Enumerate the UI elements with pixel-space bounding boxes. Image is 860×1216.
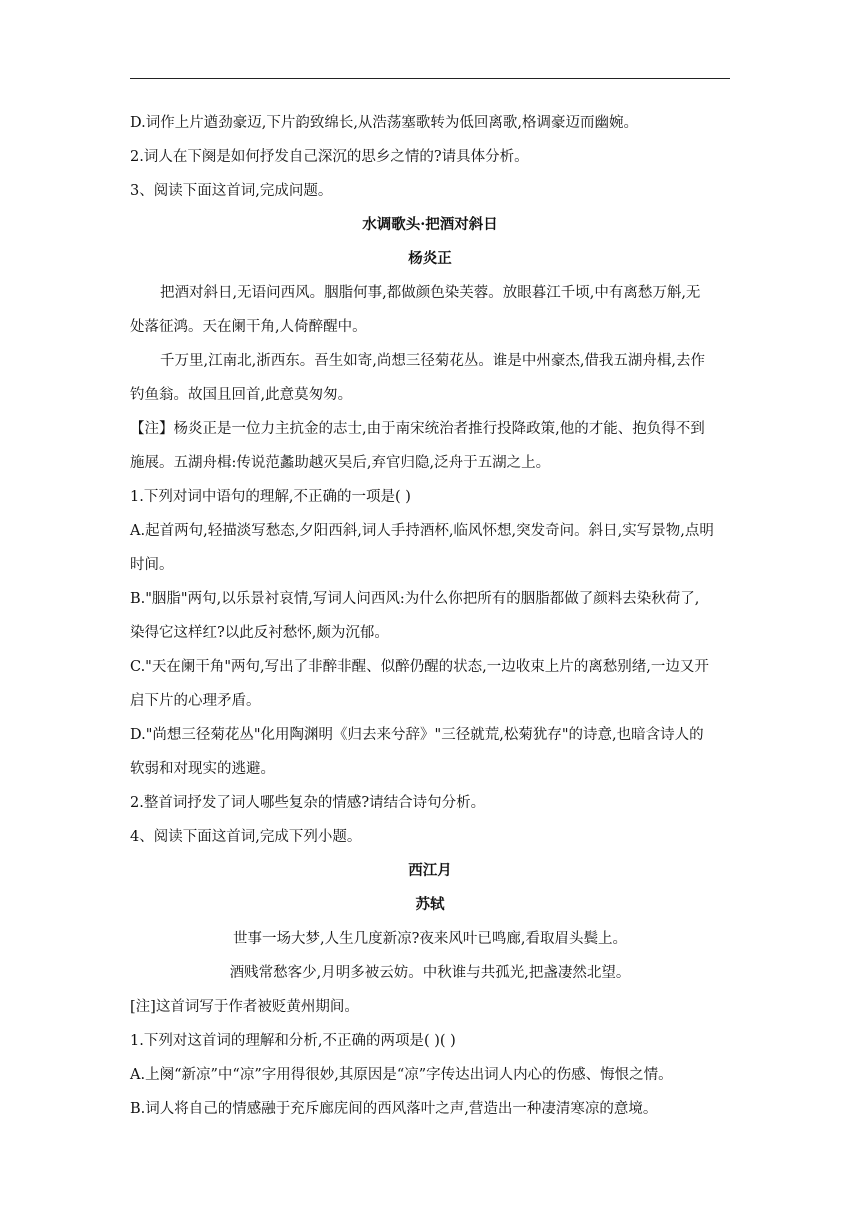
option-b-b: B.词人将自己的情感融于充斥廊庑间的西风落叶之声,营造出一种凄清寒凉的意境。 (130, 1101, 658, 1117)
poem-title-2: 西江月 (408, 862, 452, 879)
option-a: A.起首两句,轻描淡写愁态,夕阳西斜,词人手持酒杯,临风怀想,突发奇问。斜日,实写景物,点明 (130, 523, 714, 539)
option-d-cont: 软弱和对现实的逃避。 (130, 761, 275, 777)
option-a-cont: 时间。 (130, 557, 174, 573)
poem-author: 杨炎正 (408, 250, 452, 267)
poem-text-line: 千万里,江南北,浙西东。吾生如寄,尚想三径菊花丛。谁是中州豪杰,借我五湖舟楫,去作 (160, 353, 706, 369)
header-rule (130, 78, 730, 79)
option-d-prev: D.词作上片遒劲豪迈,下片韵致绵长,从浩荡塞歌转为低回离歌,格调豪迈而幽婉。 (130, 115, 639, 131)
question-1: 1.下列对词中语句的理解,不正确的一项是( ) (130, 489, 411, 505)
poem-note: 施展。五湖舟楫:传说范蠡助越灭吴后,弃官归隐,泛舟于五湖之上。 (130, 455, 551, 471)
question-2: 2.整首词抒发了词人哪些复杂的情感?请结合诗句分析。 (130, 795, 486, 811)
document-body (130, 106, 730, 1126)
question-2-prev: 2.词人在下阕是如何抒发自己深沉的思乡之情的?请具体分析。 (130, 149, 529, 165)
option-c-cont: 启下片的心理矛盾。 (130, 693, 261, 709)
poem-note: 【注】杨炎正是一位力主抗金的志士,由于南宋统治者推行投降政策,他的才能、抱负得不到 (130, 421, 705, 437)
option-b-cont: 染得它这样红?以此反衬愁怀,颇为沉郁。 (130, 625, 389, 641)
poem-title: 水调歌头·把酒对斜日 (362, 216, 498, 233)
section-3-heading: 3、阅读下面这首词,完成问题。 (130, 183, 333, 199)
poem-text-line: 把酒对斜日,无语问西风。胭脂何事,都做颜色染芙蓉。放眼暮江千顷,中有离愁万斛,无 (160, 285, 701, 301)
section-4-heading: 4、阅读下面这首词,完成下列小题。 (130, 829, 362, 845)
option-a-b: A.上阕“新凉”中“凉”字用得很妙,其原因是“凉”字传达出词人内心的伤感、悔恨之情。 (130, 1067, 673, 1083)
option-c: C."天在阑干角"两句,写出了非醉非醒、似醉仍醒的状态,一边收束上片的离愁别绪,一边又开 (130, 659, 709, 675)
poem2-text-line: 世事一场大梦,人生几度新凉?夜来风叶已鸣廊,看取眉头鬓上。 (233, 931, 627, 947)
poem2-text-line: 酒贱常愁客少,月明多被云妨。中秋谁与共孤光,把盏凄然北望。 (229, 965, 631, 981)
poem-text-line: 钓鱼翁。故国且回首,此意莫匆匆。 (130, 387, 353, 403)
poem-text-line: 处落征鸿。天在阑干角,人倚醉醒中。 (130, 319, 367, 335)
poem2-note: [注]这首词写于作者被贬黄州期间。 (130, 999, 359, 1015)
poem-author-2: 苏轼 (415, 896, 445, 913)
question-1-b: 1.下列对这首词的理解和分析,不正确的两项是( )( ) (130, 1033, 456, 1049)
option-b: B."胭脂"两句,以乐景衬哀情,写词人问西风:为什么你把所有的胭脂都做了颜料去染秋荷了, (130, 591, 700, 607)
option-d: D."尚想三径菊花丛"化用陶渊明《归去来兮辞》"三径就荒,松菊犹存"的诗意,也暗含诗人的 (130, 727, 704, 743)
